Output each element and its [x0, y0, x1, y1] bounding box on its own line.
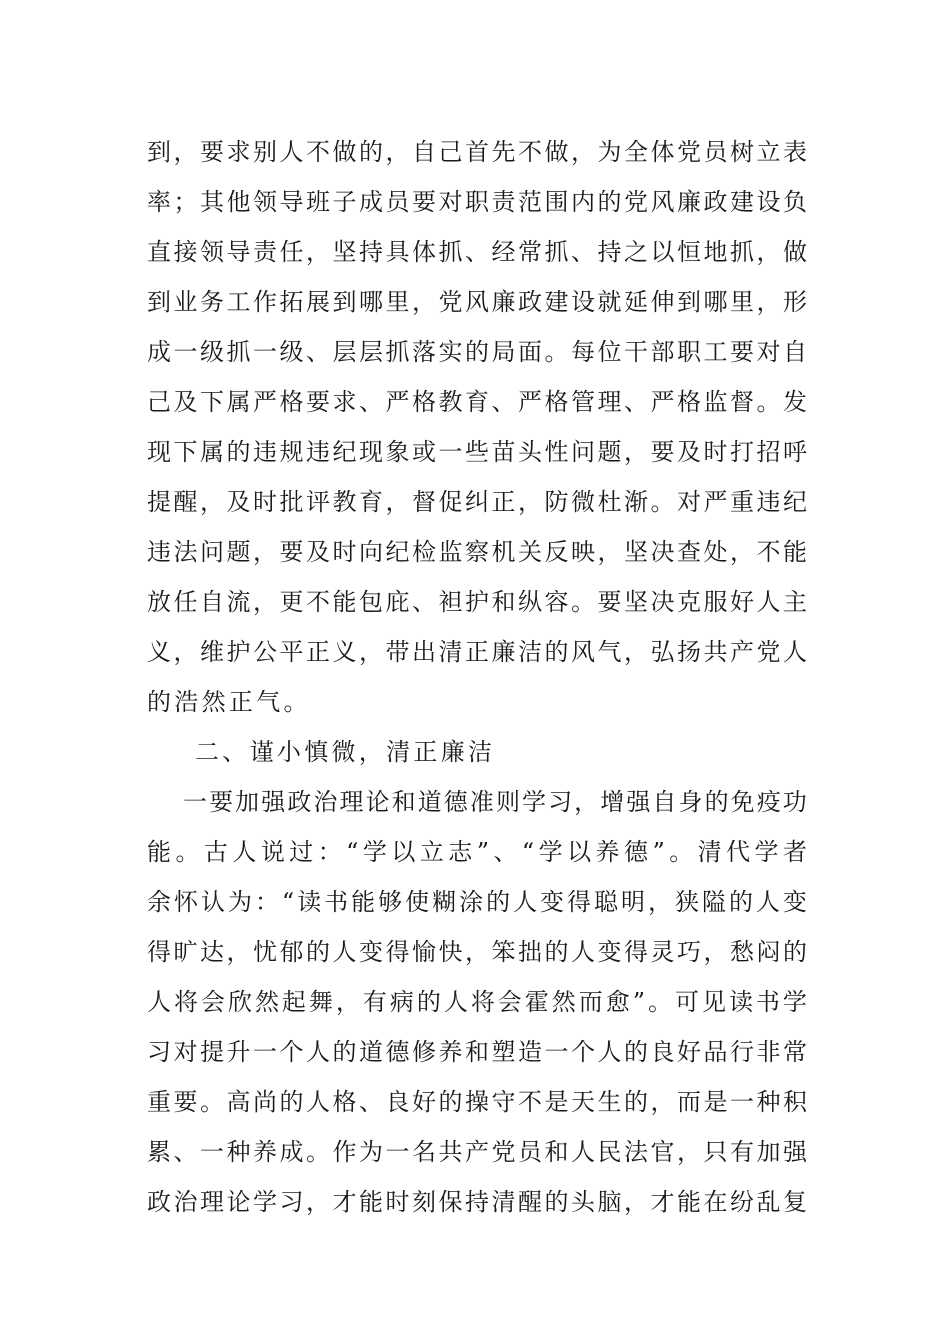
text-line: 直 接 领 导 责 任 ， 坚 持 具 体 抓 、 经 常 抓 、 持 之 以 恒 地 抓 ， 做: [147, 238, 807, 266]
text-line: 习 对 提 升 一 个 人 的 道 德 修 养 和 塑 造 一 个 人 的 良 好 品 行 非 常: [147, 1038, 807, 1066]
text-line: 违 法 问 题 ， 要 及 时 向 纪 检 监 察 机 关 反 映 ， 坚 决 查 处 ， 不 能: [147, 538, 807, 566]
text-line-paragraph-end: 的浩然正气。: [147, 688, 311, 716]
text-line: 提 醒 ， 及 时 批 评 教 育 ， 督 促 纠 正 ， 防 微 杜 渐 。 对 严 重 违 纪: [147, 488, 807, 516]
text-line: 人 将 会 欣 然 起 舞 ， 有 病 的 人 将 会 霍 然 而 愈 ” 。 可 见 读 书 学: [147, 988, 807, 1016]
section-heading: 二、谨小慎微，清正廉洁: [195, 738, 496, 766]
text-line: 放 任 自 流 ， 更 不 能 包 庇 、 袒 护 和 纵 容 。 要 坚 决 克 服 好 人 主: [147, 588, 807, 616]
text-line: 到 业 务 工 作 拓 展 到 哪 里 ， 党 风 廉 政 建 设 就 延 伸 到 哪 里 ， 形: [147, 288, 807, 316]
text-line: 政 治 理 论 学 习 ， 才 能 时 刻 保 持 清 醒 的 头 脑 ， 才 能 在 纷 乱 复: [147, 1188, 807, 1216]
text-line: 余 怀 认 为 ： “ 读 书 能 够 使 糊 涂 的 人 变 得 聪 明 ， 狭 隘 的 人 变: [147, 888, 807, 916]
text-line: 能 。 古 人 说 过 ： “ 学 以 立 志 ” 、 “ 学 以 养 德 ” 。 清 代 学 者: [147, 838, 807, 866]
text-line: 成 一 级 抓 一 级 、 层 层 抓 落 实 的 局 面 。 每 位 干 部 职 工 要 对 自: [147, 338, 807, 366]
text-line: 得 旷 达 ， 忧 郁 的 人 变 得 愉 快 ， 笨 拙 的 人 变 得 灵 巧 ， 愁 闷 的: [147, 938, 807, 966]
text-line-paragraph-start: 一 要 加 强 政 治 理 论 和 道 德 准 则 学 习 ， 增 强 自 身 的 免 疫 功: [183, 788, 807, 816]
text-line: 重 要 。 高 尚 的 人 格 、 良 好 的 操 守 不 是 天 生 的 ， 而 是 一 种 积: [147, 1088, 807, 1116]
text-line: 义 ， 维 护 公 平 正 义 ， 带 出 清 正 廉 洁 的 风 气 ， 弘 扬 共 产 党 人: [147, 638, 807, 666]
text-line: 累 、 一 种 养 成 。 作 为 一 名 共 产 党 员 和 人 民 法 官 ， 只 有 加 强: [147, 1138, 807, 1166]
text-line: 现 下 属 的 违 规 违 纪 现 象 或 一 些 苗 头 性 问 题 ， 要 及 时 打 招 呼: [147, 438, 807, 466]
text-line: 到 ， 要 求 别 人 不 做 的 ， 自 己 首 先 不 做 ， 为 全 体 党 员 树 立 表: [147, 138, 807, 166]
text-line: 率 ； 其 他 领 导 班 子 成 员 要 对 职 责 范 围 内 的 党 风 廉 政 建 设 负: [147, 188, 807, 216]
text-line: 己 及 下 属 严 格 要 求 、 严 格 教 育 、 严 格 管 理 、 严 格 监 督 。 发: [147, 388, 807, 416]
